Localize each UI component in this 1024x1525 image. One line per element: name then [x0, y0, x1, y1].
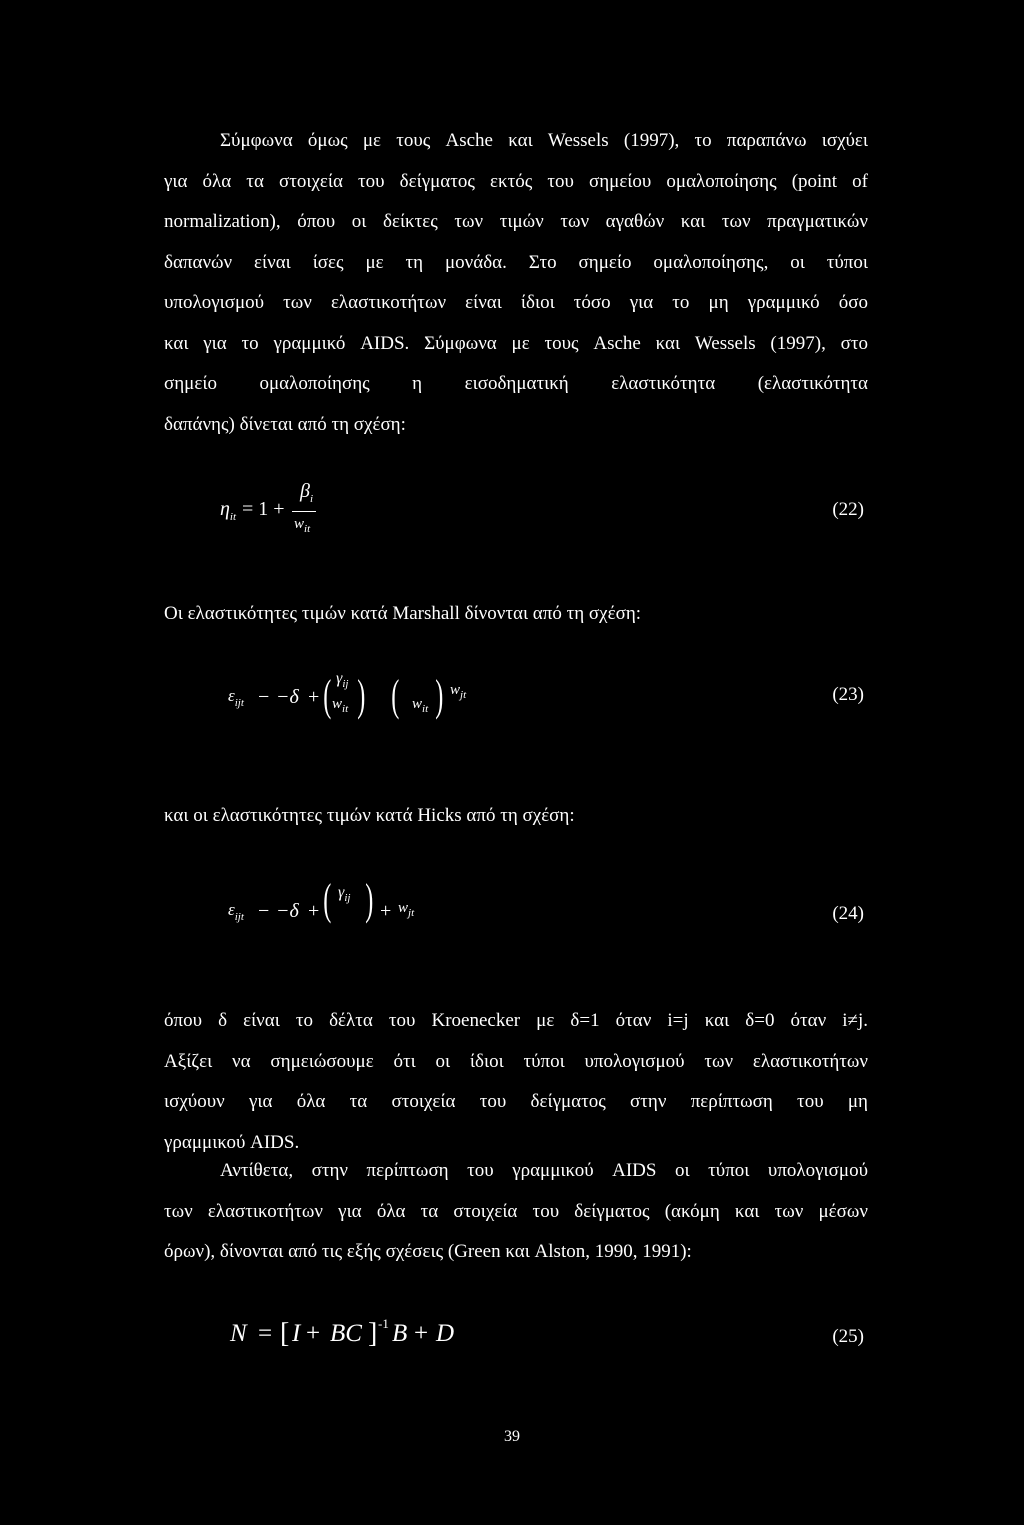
equation-24: [164, 870, 868, 930]
text-line: δαπάνης) δίνεται από τη σχέση:: [164, 413, 406, 435]
text-line: δαπανών είναι ίσες με τη μονάδα. Στο σημείο ομαλοποίησης, οι τύποι: [164, 251, 868, 273]
marshall-intro: [164, 594, 868, 635]
page-number: 39: [504, 1428, 520, 1445]
text-line: όρων), δίνονται από τις εξής σχέσεις (Green και Alston, 1990, 1991):: [164, 1241, 692, 1262]
equation-23: [164, 668, 868, 728]
paragraph-2: [164, 1001, 868, 1163]
equation-24-formula: $\varepsilon_{ijt}$ − −δ + ( $\gamma_{ij}$ ) + $w_{jt}$: [228, 875, 415, 924]
text-line: και για το γραμμικό AIDS. Σύμφωνα με τους Asche και Wessels (1997), στο: [164, 332, 868, 354]
equation-22-number: (22): [832, 499, 864, 520]
text-line: για όλα τα στοιχεία του δείγματος εκτός του σημείου ομαλοποίησης (point of: [164, 170, 868, 192]
text-line: όπου δ είναι το δέλτα του Kroenecker με δ=1 όταν i=j και δ=0 όταν i≠j.: [164, 1010, 868, 1031]
text-line: σημείο ομαλοποίησης η εισοδηματική ελαστικότητα (ελαστικότητα: [164, 373, 868, 394]
text-line: Αντίθετα, στην περίπτωση του γραμμικού AIDS οι τύποι υπολογισμού: [220, 1160, 868, 1181]
text-line: normalization), όπου οι δείκτες των τιμών των αγαθών και των πραγματικών: [164, 211, 868, 232]
text-line: και οι ελαστικότητες τιμών κατά Hicks από τη σχέση:: [164, 805, 575, 826]
text-line: των ελαστικοτήτων για όλα τα στοιχεία του δείγματος (ακόμη και των μέσων: [164, 1200, 868, 1222]
equation-25: [164, 1314, 868, 1364]
paragraph-1: [164, 121, 868, 445]
equation-22-formula: $\eta_{it}$ = 1 + $\beta_i$ $w_{it}$: [220, 478, 420, 548]
text-line: υπολογισμού των ελαστικοτήτων είναι ίδιοι τόσο για το μη γραμμικό όσο: [164, 292, 868, 313]
text-line: Σύμφωνα όμως με τους Asche και Wessels (1997), το παραπάνω ισχύει: [220, 130, 868, 151]
equation-25-formula: N = [ I + BC ] -1 B + D: [230, 1316, 455, 1349]
text-line: γραμμικού AIDS.: [164, 1131, 300, 1153]
equation-22: [164, 478, 868, 548]
text-line: Οι ελαστικότητες τιμών κατά Marshall δίνονται από τη σχέση:: [164, 603, 642, 624]
paragraph-3: [164, 1151, 868, 1273]
equation-23-formula: $\varepsilon_{ijt}$ − −δ + ( $\gamma_{ij}$ $w_{it}$ ) ( $w_{it}$ ) $w_{jt}$: [228, 670, 467, 720]
equation-23-number: (23): [832, 684, 864, 705]
text-line: ισχύουν για όλα τα στοιχεία του δείγματος στην περίπτωση του μη: [164, 1091, 868, 1112]
equation-24-number: (24): [832, 903, 864, 924]
hicks-intro: [164, 796, 868, 837]
text-line: Αξίζει να σημειώσουμε ότι οι ίδιοι τύποι υπολογισμού των ελαστικοτήτων: [164, 1050, 868, 1072]
equation-25-number: (25): [832, 1326, 864, 1347]
